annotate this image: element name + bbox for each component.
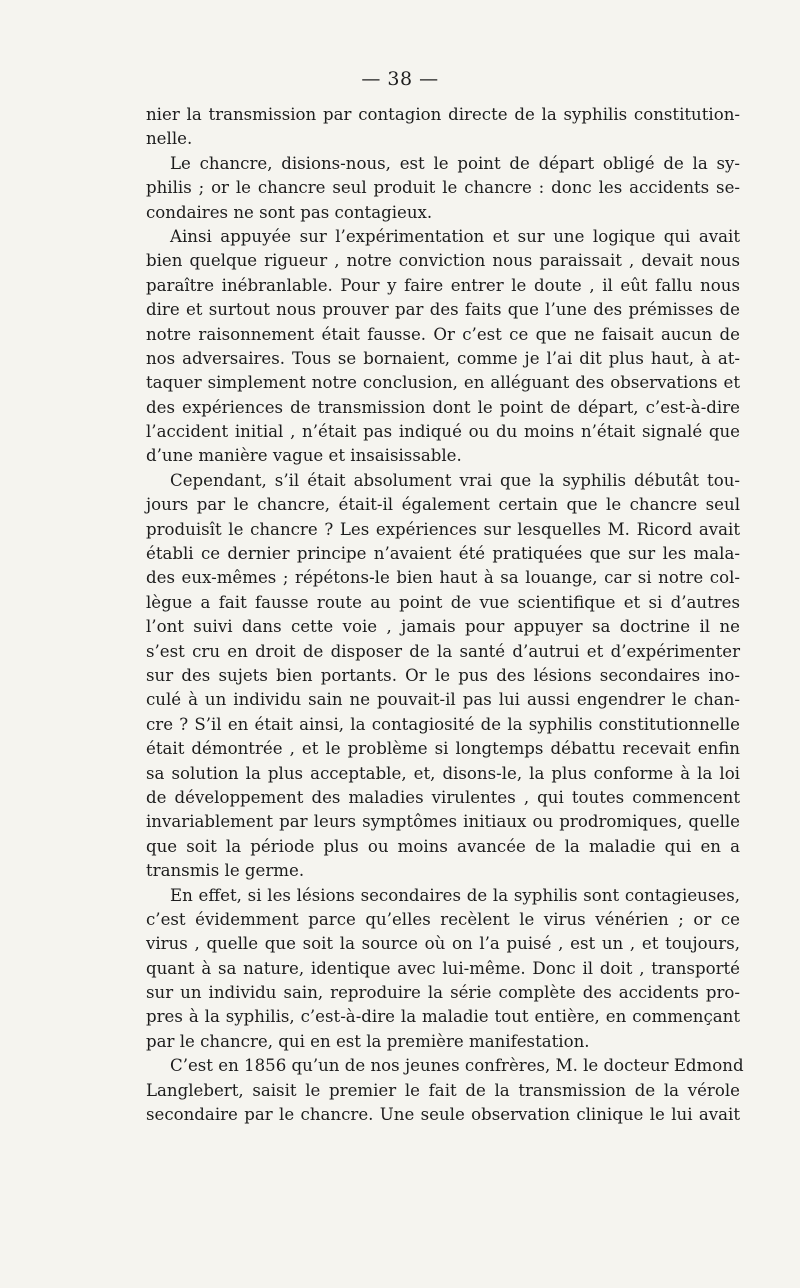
text-line: nelle. — [146, 129, 193, 149]
text-line: cre ? S’il en était ainsi, la contagiosité de la syphilis constitutionnelle — [146, 714, 740, 734]
text-line: produisît le chancre ? Les expériences sur lesquelles M. Ricord avait — [146, 519, 740, 539]
text-line: philis ; or le chancre seul produit le chancre : donc les accidents se- — [146, 178, 740, 198]
text-line: quant à sa nature, identique avec lui-même. Donc il doit , transporté — [146, 958, 740, 978]
text-line: invariablement par leurs symptômes initiaux ou prodromiques, quelle — [146, 812, 740, 832]
text-line: lègue a fait fausse route au point de vue scientifique et si d’autres — [146, 592, 740, 612]
text-line: c’est évidemment parce qu’elles recèlent le virus vénérien ; or ce — [146, 909, 740, 929]
text-line: dire et surtout nous prouver par des faits que l’une des prémisses de — [146, 300, 740, 320]
text-line: pres à la syphilis, c’est-à-dire la maladie tout entière, en commençant — [146, 1007, 740, 1027]
text-line: de développement des maladies virulentes , qui toutes commencent — [146, 787, 740, 807]
text-line: s’est cru en droit de disposer de la santé d’autrui et d’expérimenter — [146, 641, 740, 661]
text-line: des expériences de transmission dont le point de départ, c’est-à-dire — [146, 397, 740, 417]
text-line: Le chancre, disions-nous, est le point de départ obligé de la sy- — [170, 153, 740, 173]
page-number: — 38 — — [361, 68, 439, 90]
text-line: C’est en 1856 qu’un de nos jeunes confrères, M. le docteur Edmond — [170, 1056, 744, 1076]
text-line: établi ce dernier principe n’avaient été pratiquées que sur les mala- — [146, 544, 740, 564]
text-line: Langlebert, saisit le premier le fait de la transmission de la vérole — [146, 1080, 740, 1100]
text-line: secondaire par le chancre. Une seule observation clinique le lui avait — [146, 1105, 740, 1125]
text-line: nos adversaires. Tous se bornaient, comme je l’ai dit plus haut, à at- — [146, 348, 740, 368]
text-line: Ainsi appuyée sur l’expérimentation et sur une logique qui avait — [170, 226, 740, 246]
text-line: condaires ne sont pas contagieux. — [146, 202, 433, 222]
text-line: sur des sujets bien portants. Or le pus des lésions secondaires ino- — [146, 665, 740, 685]
text-line: Cependant, s’il était absolument vrai que la syphilis débutât tou- — [170, 470, 740, 490]
text-line: sur un individu sain, reproduire la série complète des accidents pro- — [146, 983, 740, 1003]
text-line: paraître inébranlable. Pour y faire entrer le doute , il eût fallu nous — [146, 275, 740, 295]
text-line: virus , quelle que soit la source où on l’a puisé , est un , et toujours, — [146, 934, 740, 954]
text-line: d’une manière vague et insaisissable. — [146, 446, 462, 466]
text-line: nier la transmission par contagion directe de la syphilis constitution- — [146, 105, 740, 124]
text-line: sa solution la plus acceptable, et, disons-le, la plus conforme à la loi — [146, 763, 740, 783]
text-line: l’accident initial , n’était pas indiqué ou du moins n’était signalé que — [146, 422, 740, 442]
text-line: En effet, si les lésions secondaires de la syphilis sont contagieuses, — [170, 885, 740, 905]
text-line: que soit la période plus ou moins avancée de la maladie qui en a — [146, 836, 740, 856]
text-line: transmis le germe. — [146, 861, 305, 881]
body-text — [146, 103, 744, 1127]
text-line: par le chancre, qui en est la première manifestation. — [146, 1031, 590, 1051]
text-line: bien quelque rigueur , notre conviction nous paraissait , devait nous — [146, 251, 740, 271]
text-line: l’ont suivi dans cette voie , jamais pour appuyer sa doctrine il ne — [146, 617, 740, 637]
text-line: jours par le chancre, était-il également certain que le chancre seul — [146, 495, 740, 515]
text-line: notre raisonnement était fausse. Or c’est ce que ne faisait aucun de — [146, 324, 740, 344]
text-line: des eux-mêmes ; répétons-le bien haut à sa louange, car si notre col- — [146, 568, 740, 588]
text-line: taquer simplement notre conclusion, en alléguant des observations et — [146, 373, 740, 393]
text-line: était démontrée , et le problème si longtemps débattu recevait enfin — [146, 739, 740, 759]
text-line: culé à un individu sain ne pouvait-il pas lui aussi engendrer le chan- — [146, 690, 740, 710]
